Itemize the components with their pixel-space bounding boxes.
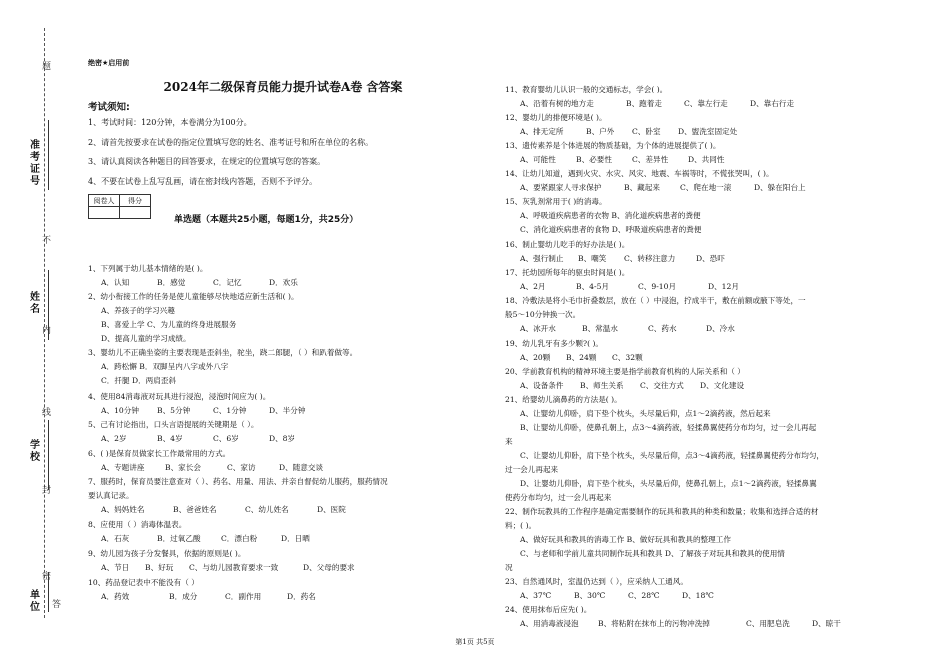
grader-blank <box>89 207 120 219</box>
exam-title: 2024年二级保育员能力提升试卷A卷 含答案 <box>163 80 403 94</box>
option: C、32颗 <box>612 353 643 362</box>
option: A、可能性 <box>520 155 556 164</box>
option: B、必要性 <box>576 155 612 164</box>
option: D、冷水 <box>706 324 735 333</box>
option: C、用肥皂洗 <box>746 619 790 628</box>
option: C、幼儿姓名 <box>245 505 289 514</box>
question-15: 15、灰乳剂常用于( )的消毒。 <box>505 197 607 206</box>
option-line: 过一会儿再起来 <box>505 465 559 474</box>
option-line: C．扦腿 D．两肩歪斜 <box>101 376 177 385</box>
question-2: 2、幼小衔接工作的任务是使儿童能够尽快地适应新生活和( )。 <box>88 292 299 301</box>
question-4-options <box>101 406 305 416</box>
option: D、父母的要求 <box>303 563 355 572</box>
question-8: 8、应使用（ ）消毒体温表。 <box>88 520 187 529</box>
question-11-options <box>520 99 794 109</box>
option: B、家长会 <box>165 463 201 472</box>
question-16-options <box>520 254 725 264</box>
question-7: 7、服药时，保育员要注意查对（ ）、药名、用量、用法、并亲自督促幼儿服药，服药情况 <box>88 477 388 486</box>
cut-mark: 线 <box>42 408 52 418</box>
grader-table <box>88 194 151 219</box>
option: D、半分钟 <box>269 406 306 415</box>
option: D．欢乐 <box>269 278 298 287</box>
notice-item: 2、请首先按要求在试卷的指定位置填写您的姓名、准考证号和所在单位的名称。 <box>88 138 374 147</box>
option: B．过氧乙酸 <box>157 534 201 543</box>
option: B、30℃ <box>574 591 606 600</box>
option: C．漂白粉 <box>221 534 258 543</box>
option: D、恐吓 <box>696 254 725 263</box>
question-12-options <box>520 127 737 137</box>
question-5: 5、己有讨论指出，口头言语提展的关键期是（ ）。 <box>88 420 259 429</box>
option-line: B、让婴幼儿仰卧，使鼻孔朝上，点3～4滴药液，轻揉鼻翼使药分布均匀，过一会儿再起 <box>520 423 817 432</box>
question-17: 17、托幼园所每年的驱虫时间是( )。 <box>505 268 630 277</box>
score-blank <box>120 207 151 219</box>
cut-mark: 内 <box>42 326 52 336</box>
question-22: 22、制作玩教具的工作程序是确定需要制作的玩具和教具的种类和数量；收集和选择合适的材 <box>505 507 819 516</box>
option: D、18℃ <box>682 591 714 600</box>
option: C．副作用 <box>225 592 262 601</box>
option: C、靠左行走 <box>684 99 728 108</box>
option: B．成分 <box>169 592 198 601</box>
seal-line <box>44 28 45 618</box>
option: B、师生关系 <box>580 381 624 390</box>
option-line: C、消化道疾病患者的食物 D、呼吸道疾病患者的粪便 <box>520 225 702 234</box>
option: A、20颗 <box>520 353 551 362</box>
option: A、设备条件 <box>520 381 564 390</box>
notice-item: 1、考试时间：120分钟，本卷满分为100分。 <box>88 118 252 127</box>
question-12: 12、婴幼儿的排便环境是( )。 <box>505 113 607 122</box>
option: C、6岁 <box>213 434 239 443</box>
option: C、家访 <box>227 463 256 472</box>
option: C、1分钟 <box>213 406 247 415</box>
option: B、嘲笑 <box>578 254 607 263</box>
section-heading: 单选题（本题共25小题，每题1分，共25分） <box>174 215 359 225</box>
option: A．认知 <box>101 278 130 287</box>
question-19: 19、幼儿乳牙有多少颗?( )。 <box>505 339 604 348</box>
cut-mark: 密 <box>42 572 52 582</box>
option: D、随意交谈 <box>279 463 324 472</box>
question-23-options <box>520 591 714 601</box>
option: A、37℃ <box>520 591 552 600</box>
question-13: 13、遗传素养是个体进展的物质基础，为个体的进展提供了( )。 <box>505 141 721 150</box>
question-18-continued: 般5～10分钟换一次。 <box>505 310 581 319</box>
question-10-options <box>101 592 316 602</box>
option: C、药水 <box>648 324 677 333</box>
option: D、晾干 <box>812 619 841 628</box>
question-7-continued: 要认真记录。 <box>88 491 134 500</box>
option: D、12月 <box>708 282 739 291</box>
option-line: A、养孩子的学习兴趣 <box>101 306 175 315</box>
option-line: 况 <box>505 563 513 572</box>
option: C．记忆 <box>213 278 242 287</box>
option: B、藏起来 <box>624 183 660 192</box>
question-11: 11、教育婴幼儿认识一般的交通标志，学会( )。 <box>505 85 668 94</box>
option: A、要紧跟家人寻求保护 <box>520 183 602 192</box>
option-line: 使药分布均匀，过一会儿再起来 <box>505 493 612 502</box>
option: D、8岁 <box>269 434 296 443</box>
option-line: D、让婴幼儿仰卧，肩下垫个枕头，头尽量后仰，使鼻孔朝上，点1～2滴药液，轻揉鼻翼 <box>520 479 817 488</box>
binding-label-name: 姓名 <box>30 292 40 315</box>
score-cell: 得分 <box>120 195 151 207</box>
question-14-options <box>520 183 806 193</box>
notice-item: 3、请认真阅读各种题目的回答要求，在规定的位置填写您的答案。 <box>88 157 326 166</box>
question-1: 1、下列属于幼儿基本情绪的是( )。 <box>88 264 208 273</box>
option: C、爬在地一滚 <box>680 183 732 192</box>
question-23: 23、自然通风时，室温仍达到（ ），应采纳人工通风。 <box>505 577 688 586</box>
option: C、交往方式 <box>640 381 684 390</box>
option-line: D、提高儿童的学习成绩。 <box>101 334 191 343</box>
binding-label-unit: 单位 <box>30 590 40 613</box>
question-19-options <box>520 353 643 363</box>
question-17-options <box>520 282 739 292</box>
option: A、10分钟 <box>101 406 139 415</box>
option: A、强行制止 <box>520 254 564 263</box>
option: A．石灰 <box>101 534 130 543</box>
question-3: 3、婴幼儿不正确坐姿的主要表现是歪斜坐，驼坐，跷二郎腿，（ ）和趴着做等。 <box>88 348 358 357</box>
option: C、与幼儿园教育要求一致 <box>189 563 279 572</box>
question-24-options <box>520 619 841 629</box>
binding-margin <box>0 0 62 671</box>
exam-number-blank <box>48 120 49 190</box>
question-13-options <box>520 155 724 165</box>
option: D、医院 <box>317 505 346 514</box>
option-line: A、做好玩具和教具的消毒工作 B、做好玩具和教具的整理工作 <box>520 535 731 544</box>
question-10: 10、药品登记表中不能没有（ ） <box>88 578 199 587</box>
question-21: 21、给婴幼儿滴鼻药的方法是( )。 <box>505 395 622 404</box>
option: B．感觉 <box>157 278 186 287</box>
option: D、躲在阳台上 <box>754 183 806 192</box>
question-20-options <box>520 381 744 391</box>
option: B、爸爸姓名 <box>173 505 217 514</box>
question-14: 14、让幼儿知道，遇到火灾、水灾、风灾、地震、车祸等时，不慌张哭叫，( )。 <box>505 169 774 178</box>
option: A、专题讲座 <box>101 463 145 472</box>
grader-cell: 阅卷人 <box>89 195 120 207</box>
option: A、用消毒液浸泡 <box>520 619 579 628</box>
option-line: A、让婴幼儿仰卧，肩下垫个枕头，头尽量后仰，点1～2滴药液，然后起来 <box>520 409 771 418</box>
option-line: B、喜爱上学 C、为儿童的终身进展服务 <box>101 320 237 329</box>
notice-heading: 考试须知: <box>88 102 130 113</box>
option: B、常温水 <box>582 324 618 333</box>
option: D、共同性 <box>688 155 725 164</box>
option: D．日晒 <box>281 534 310 543</box>
cut-mark: 封 <box>42 486 52 496</box>
option: B、户外 <box>586 127 615 136</box>
notice-item: 4、不要在试卷上乱写乱画，请在密封线内答题，否则不予评分。 <box>88 177 318 186</box>
option: D．药名 <box>287 592 316 601</box>
option: A、节日 <box>101 563 130 572</box>
school-blank <box>48 420 49 490</box>
binding-label-exam-number: 准考证号 <box>30 140 40 187</box>
cut-mark: 题 <box>42 62 52 72</box>
option: B、24颗 <box>566 353 597 362</box>
option: C、28℃ <box>628 591 660 600</box>
option: A、排无定所 <box>520 127 564 136</box>
option: C、9-10月 <box>638 282 677 291</box>
question-4: 4、使用84消毒液对玩具进行浸泡，浸泡时间应为( )。 <box>88 392 271 401</box>
question-22-continued: 料；( )。 <box>505 521 537 530</box>
question-1-options <box>101 278 298 288</box>
option: A、沿着有树的地方走 <box>520 99 594 108</box>
option: D、文化建设 <box>700 381 745 390</box>
question-20: 20、学前教育机构的精神环境主要是指学前教育机构的人际关系和（ ） <box>505 367 745 376</box>
page-number: 第1页 共5页 <box>455 638 495 646</box>
question-9: 9、幼儿园为孩子分发餐具，依据的原则是( )。 <box>88 549 246 558</box>
cut-mark: 答 <box>52 600 62 610</box>
question-8-options <box>101 534 310 544</box>
option: A、2月 <box>520 282 546 291</box>
option-line: 来 <box>505 437 513 446</box>
option: B、跑着走 <box>626 99 662 108</box>
option: D、靠右行走 <box>750 99 795 108</box>
option-line: C、让婴幼儿仰卧，肩下垫个枕头，头尽量后仰，点3～4滴药液，轻揉鼻翼使药分布均匀， <box>520 451 825 460</box>
question-18: 18、冷敷法是将小毛巾折叠数层，放在（ ）中浸泡，拧成半干，敷在前额或腋下等处，一 <box>505 296 806 305</box>
option: C、差异性 <box>632 155 669 164</box>
option: A、妈妈姓名 <box>101 505 145 514</box>
option: D、盥洗室固定处 <box>678 127 738 136</box>
option: B、4岁 <box>157 434 183 443</box>
question-9-options <box>101 563 355 573</box>
option: B、5分钟 <box>157 406 191 415</box>
question-16: 16、制止婴幼儿吃手的好办法是( )。 <box>505 240 630 249</box>
option: C、卧室 <box>632 127 661 136</box>
question-6-options <box>101 463 323 473</box>
option-line: A．跨松懈 B．双脚呈内八字或外八字 <box>101 362 229 371</box>
question-24: 24、使用抹布后应先( )。 <box>505 605 592 614</box>
question-5-options <box>101 434 295 444</box>
option-line: C、与老师和学前儿童共同制作玩具和教具 D、了解孩子对玩具和教具的使用情 <box>520 549 785 558</box>
option: A．药效 <box>101 592 130 601</box>
binding-label-school: 学校 <box>30 440 40 463</box>
question-7-options <box>101 505 346 515</box>
option: C、转移注意力 <box>624 254 676 263</box>
option: A、冰开水 <box>520 324 556 333</box>
option: B、将粘附在抹布上的污物冲洗掉 <box>598 619 710 628</box>
option: B、4-5月 <box>576 282 609 291</box>
cut-mark: 不 <box>42 236 52 246</box>
option-line: A、呼吸道疾病患者的衣物 B、消化道疾病患者的粪便 <box>520 211 701 220</box>
question-18-options <box>520 324 735 334</box>
option: A、2岁 <box>101 434 127 443</box>
question-6: 6、( )是保育员做家长工作最常用的方式。 <box>88 449 231 458</box>
confidential-mark: 绝密★启用前 <box>88 59 130 67</box>
option: B、好玩 <box>145 563 174 572</box>
